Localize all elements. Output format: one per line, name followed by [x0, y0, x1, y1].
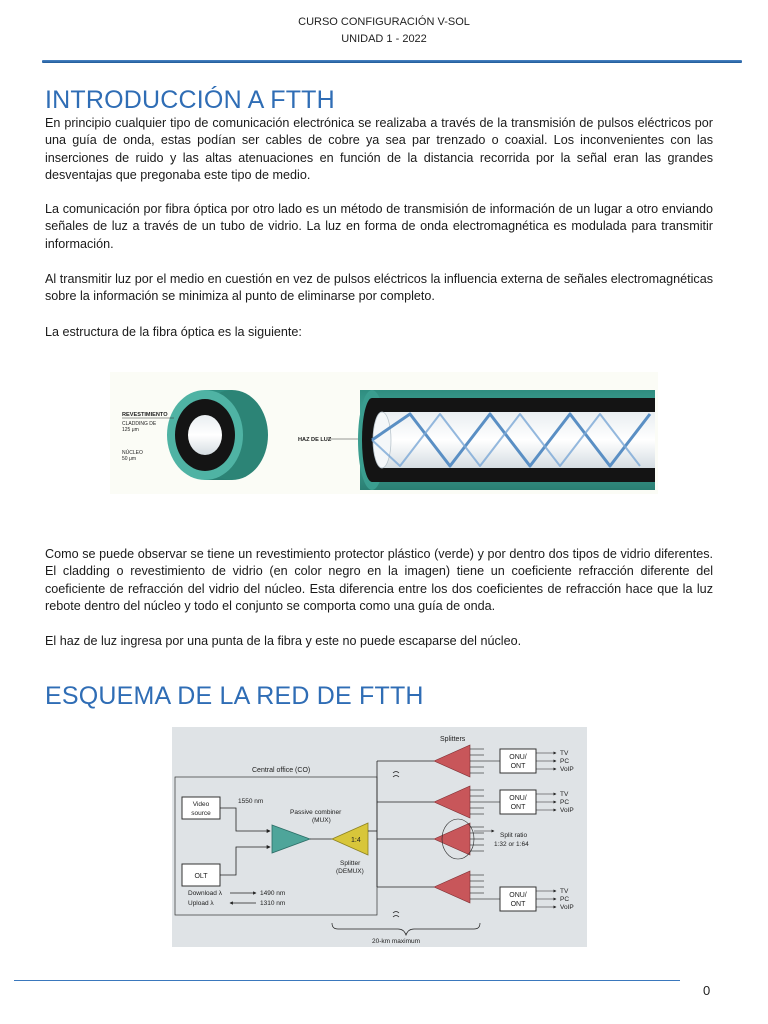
label-video-2: source: [191, 810, 211, 817]
onu-1-service-pc: PC: [560, 758, 570, 765]
page-number: 0: [703, 983, 711, 998]
label-splitter-1: Splitter: [340, 860, 361, 867]
onu-2-label-1: ONU/: [509, 795, 527, 802]
paragraph-explanation: Como se puede observar se tiene un revestimiento protector plástico (verde) y por dentro dos tipos de vidrio diferentes. El cladding o revestimiento de vidrio (en color negro en la imagen) tiene un coeficiente refracción diferente del coeficiente de refracción del vidrio del núcleo. Esta diferencia entre los dos coeficientes de refracción hace que la luz rebote dentro del núcleo y todo el conjunto se comporta como una guía de onda.: [45, 547, 713, 614]
label-ratio-1-4: 1:4: [351, 837, 361, 844]
label-split-ratio-1: Split ratio: [500, 832, 528, 839]
label-light-beam: HAZ DE LUZ: [298, 437, 332, 443]
onu-1-label-2: ONT: [510, 763, 526, 770]
document-header: [0, 14, 768, 48]
paragraph-intro-3: Al transmitir luz por el medio en cuestión en vez de pulsos eléctricos la influencia externa de señales electromagnéticas sobre la información se minimiza al punto de eliminarse por completo.: [45, 272, 713, 304]
label-1490nm: 1490 nm: [260, 890, 286, 897]
header-divider: [42, 60, 742, 63]
label-combiner-2: (MUX): [312, 817, 331, 824]
label-combiner-1: Passive combiner: [290, 809, 342, 816]
label-splitter-2: (DEMUX): [336, 868, 364, 875]
onu-1-service-tv: TV: [560, 750, 569, 757]
onu-3-label-1: ONU/: [509, 892, 527, 899]
label-core-1: NÚCLEO: [122, 450, 143, 456]
label-video-1: Video: [192, 801, 210, 808]
onu-2-service-pc: PC: [560, 799, 570, 806]
label-1550nm: 1550 nm: [238, 798, 264, 805]
section-title-intro: INTRODUCCIÓN A FTTH: [45, 86, 335, 114]
onu-1-label-1: ONU/: [509, 754, 527, 761]
label-download: Download λ: [188, 890, 222, 897]
onu-2-label-2: ONT: [510, 804, 526, 811]
label-coating: REVESTIMIENTO: [122, 412, 168, 418]
onu-3-service-voip: VoIP: [560, 904, 574, 911]
paragraph-intro-4: La estructura de la fibra óptica es la siguiente:: [45, 325, 302, 339]
header-unit: UNIDAD 1 - 2022: [341, 33, 427, 45]
label-cladding-1: CLADDING DE: [122, 421, 157, 427]
label-central-office: Central office (CO): [252, 767, 311, 774]
onu-2-service-voip: VoIP: [560, 807, 574, 814]
label-distance: 20-km maximum: [372, 938, 421, 945]
label-cladding-2: 125 μm: [122, 427, 139, 433]
header-course-title: CURSO CONFIGURACIÓN V-SOL: [298, 16, 470, 28]
onu-3-service-tv: TV: [560, 888, 569, 895]
fiber-end-core: [373, 412, 391, 468]
label-olt: OLT: [194, 873, 208, 880]
paragraph-light-beam: El haz de luz ingresa por una punta de la fibra y este no puede escaparse del núcleo.: [45, 634, 522, 648]
core-circle: [188, 415, 222, 455]
fiber-structure-figure: [110, 372, 658, 494]
onu-1-service-voip: VoIP: [560, 766, 574, 773]
label-split-ratio-2: 1:32 or 1:64: [494, 841, 529, 848]
label-upload: Upload λ: [188, 900, 214, 907]
onu-2-service-tv: TV: [560, 791, 569, 798]
label-core-2: 50 μm: [122, 456, 136, 462]
onu-3-label-2: ONT: [510, 901, 526, 908]
onu-3-service-pc: PC: [560, 896, 570, 903]
paragraph-intro-2: La comunicación por fibra óptica por otro lado es un método de transmisión de información de un lugar a otro enviando señales de luz a través de un tubo de vidrio. La luz en forma de onda electromagnética es modulada para transmitir información.: [45, 202, 713, 251]
footer-divider: [14, 980, 680, 981]
ftth-network-diagram: [172, 727, 587, 947]
label-1310nm: 1310 nm: [260, 900, 286, 907]
label-splitters: Splitters: [440, 736, 466, 743]
paragraph-intro-1: En principio cualquier tipo de comunicación electrónica se realizaba a través de la transmisión de pulsos eléctricos por una guía de onda, estas podían ser cables de cobre ya sea par trenzado o coaxial. Los inconvenientes con las inserciones de ruido y las altas atenuaciones en función de la distancia recorrida por la señal eran las grandes desventajas que pregonaba este tipo de medio.: [45, 116, 713, 183]
section-title-ftth-scheme: ESQUEMA DE LA RED DE FTTH: [45, 682, 424, 710]
